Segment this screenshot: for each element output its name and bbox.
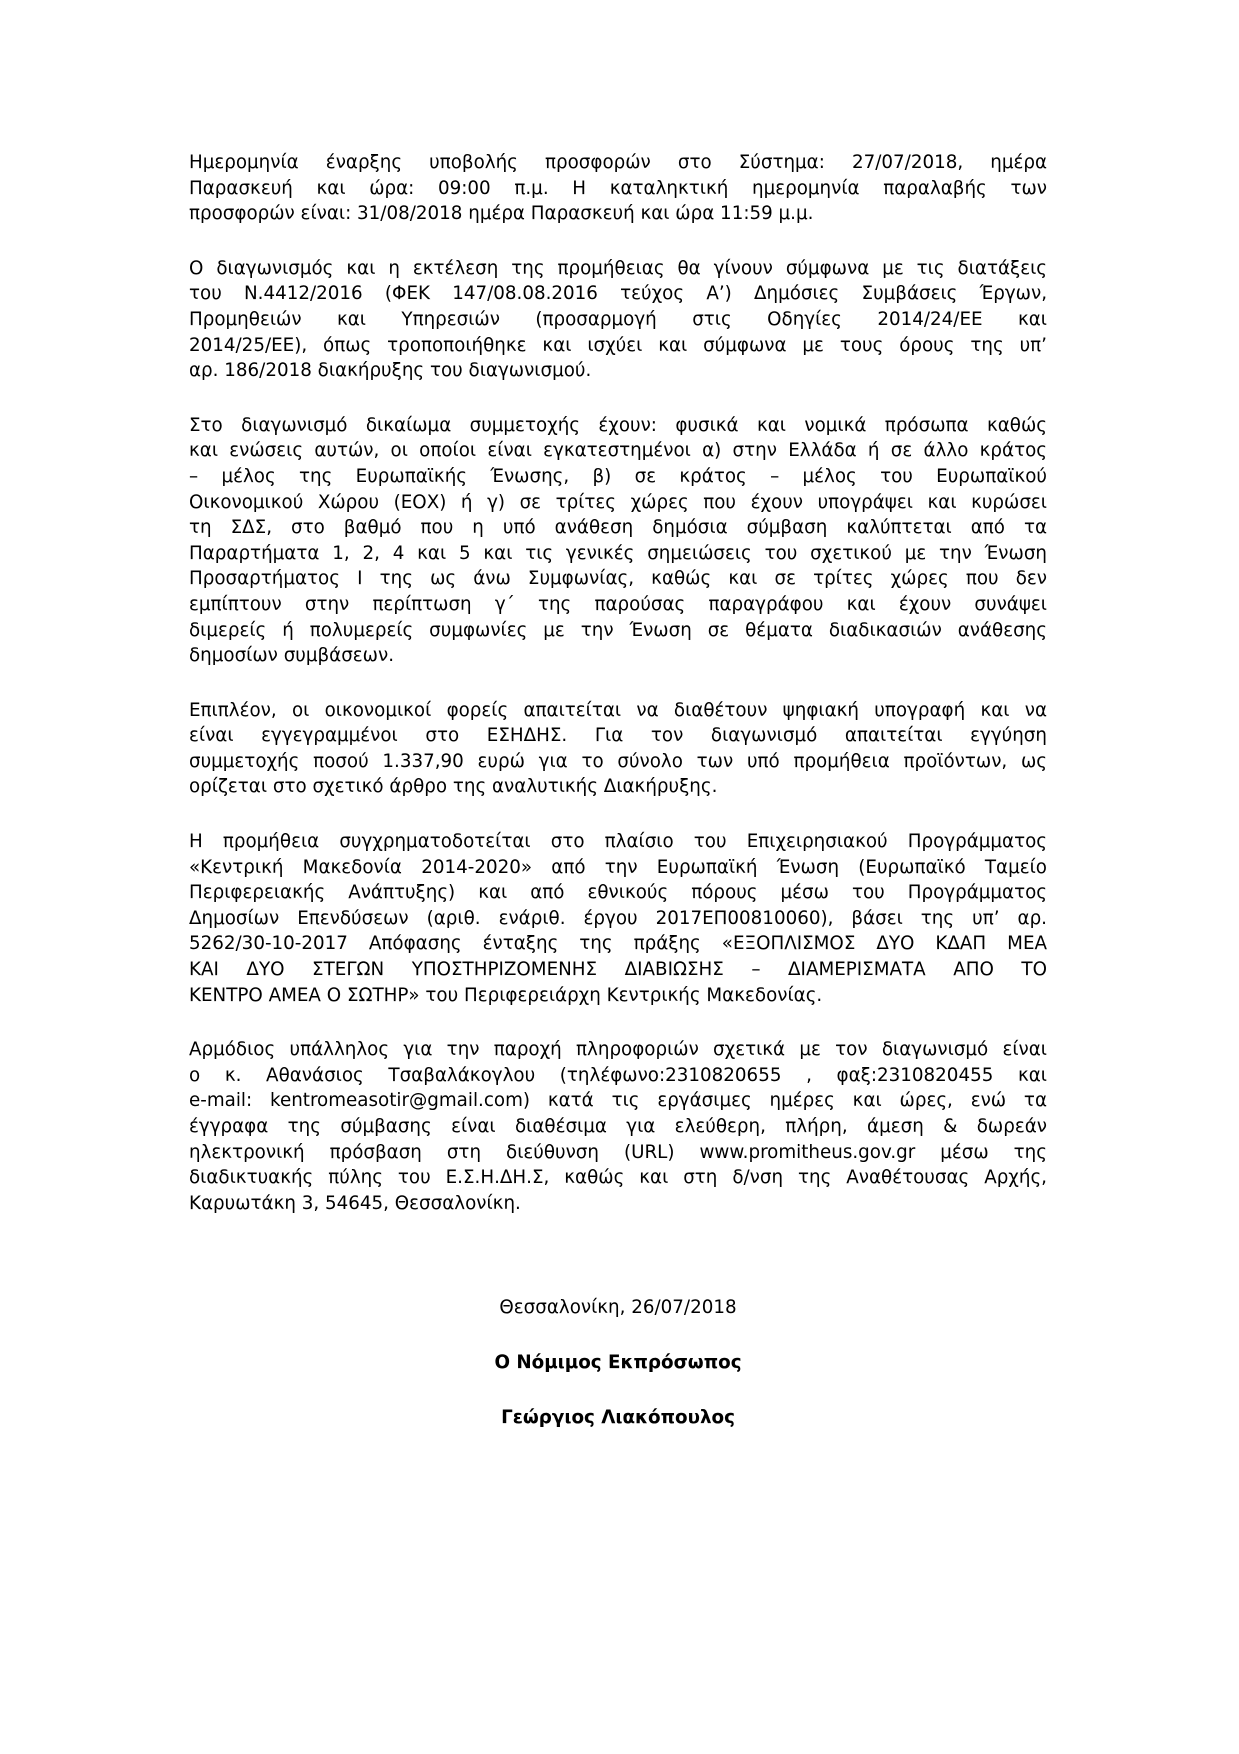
text-line: ΚΕΝΤΡΟ ΑΜΕΑ Ο ΣΩΤΗΡ» του Περιφερειάρχη Κεντρικής Μακεδονίας. xyxy=(189,984,823,1006)
text-line: προσφορών είναι: 31/08/2018 ημέρα Παρασκευή και ώρα 11:59 μ.μ. xyxy=(189,203,814,225)
text-line: δημοσίων συμβάσεων. xyxy=(189,645,395,667)
text-line: συμμετοχής ποσού 1.337,90 ευρώ για το σύνολο των υπό προμήθεια προϊόντων, ως xyxy=(189,750,1047,772)
text-line: Στο διαγωνισμό δικαίωμα συμμετοχής έχουν: φυσικά και νομικά πρόσωπα καθώς xyxy=(189,414,1047,436)
text-line: διαδικτυακής πύλης του Ε.Σ.Η.ΔΗ.Σ, καθώς και στη δ/νση της Αναθέτουσας Αρχής, xyxy=(189,1167,1047,1189)
text-line: 2014/25/ΕΕ), όπως τροποποιήθηκε και ισχύει και σύμφωνα με τους όρους της υπ’ xyxy=(189,334,1047,356)
text-line: έγγραφα της σύμβασης είναι διαθέσιμα για ελεύθερη, πλήρη, άμεση & δωρεάν xyxy=(189,1116,1047,1137)
text-line: – μέλος της Ευρωπαϊκής Ένωσης, β) σε κράτος – μέλος του Ευρωπαϊκού xyxy=(189,465,1047,487)
text-line: Προσαρτήματος Ι της ως άνω Συμφωνίας, καθώς και σε τρίτες χώρες που δεν xyxy=(189,568,1047,590)
paragraph-requirements xyxy=(189,698,1047,800)
text-line: ο κ. Αθανάσιος Τσαβαλάκογλου (τηλέφωνο:2310820655 , φαξ:2310820455 και xyxy=(189,1064,1047,1086)
text-line: Περιφερειακής Ανάπτυξης) και από εθνικούς πόρους μέσω του Προγράμματος xyxy=(189,882,1047,904)
text-line: του Ν.4412/2016 (ΦΕΚ 147/08.08.2016 τεύχος Α’) Δημόσιες Συμβάσεις Έργων, xyxy=(189,283,1047,305)
text-line: Καρυωτάκη 3, 54645, Θεσσαλονίκη. xyxy=(189,1192,521,1214)
text-line: «Κεντρική Μακεδονία 2014-2020» από την Ευρωπαϊκή Ένωση (Ευρωπαϊκό Ταμείο xyxy=(189,856,1047,878)
text-line: Προμηθειών και Υπηρεσιών (προσαρμογή στις Οδηγίες 2014/24/ΕΕ και xyxy=(189,308,1047,330)
signature-name: Γεώργιος Λιακόπουλος xyxy=(501,1407,735,1428)
text-line: 5262/30-10-2017 Απόφασης ένταξης της πράξης «ΕΞΟΠΛΙΣΜΟΣ ΔΥΟ ΚΔΑΠ ΜΕΑ xyxy=(189,933,1047,955)
paragraph-contact xyxy=(189,1037,1047,1216)
paragraph-funding xyxy=(189,829,1047,1008)
text-line: Παραρτήματα 1, 2, 4 και 5 και τις γενικές σημειώσεις του σχετικού με την Ένωση xyxy=(189,542,1047,564)
document-body xyxy=(189,150,1047,1245)
text-line: τη ΣΔΣ, στο βαθμό που η υπό ανάθεση δημόσια σύμβαση καλύπτεται από τα xyxy=(189,517,1047,539)
text-line: Παρασκευή και ώρα: 09:00 π.μ. Η καταληκτική ημερομηνία παραλαβής των xyxy=(189,177,1047,199)
text-line: Αρμόδιος υπάλληλος για την παροχή πληροφοριών σχετικά με τον διαγωνισμό είναι xyxy=(189,1039,1047,1061)
text-line: είναι εγγεγραμμένοι στο ΕΣΗΔΗΣ. Για τον διαγωνισμό απαιτείται εγγύηση xyxy=(189,725,1047,747)
text-line: ΚΑΙ ΔΥΟ ΣΤΕΓΩΝ ΥΠΟΣΤΗΡΙΖΟΜΕΝΗΣ ΔΙΑΒΙΩΣΗΣ – ΔΙΑΜΕΡΙΣΜΑΤΑ ΑΠΟ ΤΟ xyxy=(189,959,1047,981)
text-line: και ενώσεις αυτών, οι οποίοι είναι εγκατεστημένοι α) στην Ελλάδα ή σε άλλο κράτος xyxy=(189,440,1047,462)
text-line: Δημοσίων Επενδύσεων (αριθ. ενάριθ. έργου 2017ΕΠ00810060), βάσει της υπ’ αρ. xyxy=(189,907,1047,929)
text-line: Επιπλέον, οι οικονομικοί φορείς απαιτείται να διαθέτουν ψηφιακή υπογραφή και να xyxy=(189,699,1047,721)
text-line: αρ. 186/2018 διακήρυξης του διαγωνισμού. xyxy=(189,360,592,382)
text-line: εμπίπτουν στην περίπτωση γ΄ της παρούσας παραγράφου και έχουν συνάψει xyxy=(189,593,1047,615)
paragraph-submission-dates xyxy=(189,150,1047,227)
paragraph-eligibility xyxy=(189,413,1047,669)
signature-place-date: Θεσσαλονίκη, 26/07/2018 xyxy=(499,1297,737,1318)
text-line: Ημερομηνία έναρξης υποβολής προσφορών στο Σύστημα: 27/07/2018, ημέρα xyxy=(189,152,1047,173)
text-line: ηλεκτρονική πρόσβαση στη διεύθυνση (URL) www.promitheus.gov.gr μέσω της xyxy=(189,1141,1047,1163)
text-line: ορίζεται στο σχετικό άρθρο της αναλυτικής Διακήρυξης. xyxy=(189,776,718,798)
text-line: Οικονομικού Χώρου (ΕΟΧ) ή γ) σε τρίτες χώρες που έχουν υπογράψει και κυρώσει xyxy=(189,491,1047,513)
signature-title: Ο Νόμιμος Εκπρόσωπος xyxy=(494,1352,742,1373)
text-line: e-mail: kentromeasotir@gmail.com) κατά τις εργάσιμες ημέρες και ώρες, ενώ τα xyxy=(189,1090,1047,1112)
paragraph-legal-framework xyxy=(189,256,1047,384)
text-line: διμερείς ή πολυμερείς συμφωνίες με την Ένωση σε θέματα διαδικασιών ανάθεσης xyxy=(189,619,1047,641)
text-line: Ο διαγωνισμός και η εκτέλεση της προμήθειας θα γίνουν σύμφωνα με τις διατάξεις xyxy=(189,257,1047,279)
text-line: Η προμήθεια συγχρηματοδοτείται στο πλαίσιο του Επιχειρησιακού Προγράμματος xyxy=(189,831,1047,853)
